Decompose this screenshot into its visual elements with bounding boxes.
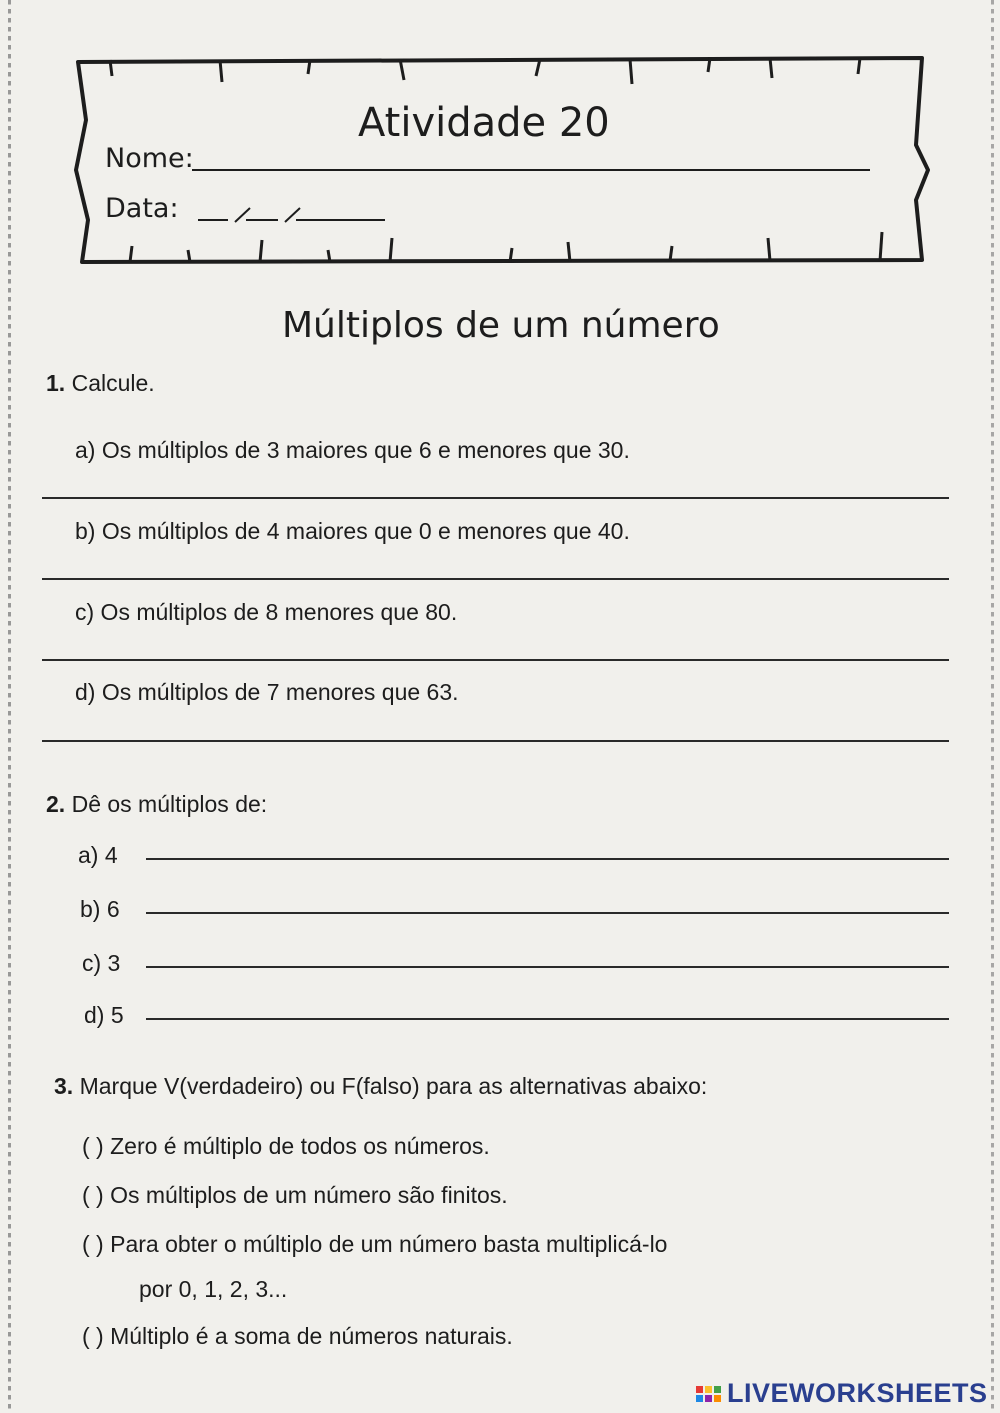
question-1-number: 1. — [46, 370, 66, 396]
logo-square — [696, 1395, 703, 1402]
logo-square — [714, 1395, 721, 1402]
date-label: Data: — [105, 193, 179, 224]
q1-answer-line-d[interactable] — [42, 740, 949, 742]
logo-square — [696, 1386, 703, 1393]
q1-answer-line-a[interactable] — [42, 497, 949, 499]
liveworksheets-logo — [696, 1378, 988, 1409]
q2-item-b: b) 6 — [80, 896, 120, 922]
q1-item-a: a) Os múltiplos de 3 maiores que 6 e menores que 30. — [75, 437, 630, 463]
q3-item-4[interactable]: ( ) Múltiplo é a soma de números naturais. — [82, 1323, 513, 1349]
q3-item-3[interactable]: ( ) Para obter o múltiplo de um número basta multiplicá-lo — [82, 1231, 668, 1257]
question-2-number: 2. — [46, 791, 66, 817]
question-1-text: Calcule. — [71, 370, 155, 396]
activity-title: Atividade 20 — [358, 100, 610, 146]
q3-item-3-continuation: por 0, 1, 2, 3... — [139, 1276, 288, 1302]
q2-answer-line-d[interactable] — [146, 1018, 949, 1020]
logo-square — [705, 1395, 712, 1402]
question-2-title — [46, 791, 267, 818]
q1-item-d: d) Os múltiplos de 7 menores que 63. — [75, 679, 459, 705]
question-3-text: Marque V(verdadeiro) ou F(falso) para as alternativas abaixo: — [79, 1073, 708, 1099]
q2-answer-line-c[interactable] — [146, 966, 949, 968]
perforation-left — [8, 0, 11, 1413]
logo-square — [714, 1386, 721, 1393]
q2-item-d: d) 5 — [84, 1002, 124, 1028]
q2-answer-line-b[interactable] — [146, 912, 949, 914]
q2-item-a: a) 4 — [78, 842, 118, 868]
question-2-text: Dê os múltiplos de: — [71, 791, 268, 817]
question-3-number: 3. — [54, 1073, 74, 1099]
question-1-title — [46, 370, 155, 397]
header-frame-drawing — [70, 50, 930, 270]
q1-item-b: b) Os múltiplos de 4 maiores que 0 e menores que 40. — [75, 518, 630, 544]
q1-answer-line-b[interactable] — [42, 578, 949, 580]
q3-item-1[interactable]: ( ) Zero é múltiplo de todos os números. — [82, 1133, 490, 1159]
q1-item-c: c) Os múltiplos de 8 menores que 80. — [75, 599, 458, 625]
perforation-right — [991, 0, 994, 1413]
q3-item-2[interactable]: ( ) Os múltiplos de um número são finitos. — [82, 1182, 508, 1208]
liveworksheets-logo-icon — [696, 1386, 721, 1402]
logo-square — [705, 1386, 712, 1393]
worksheet-title: Múltiplos de um número — [282, 305, 720, 346]
q2-item-c: c) 3 — [82, 950, 121, 976]
q1-answer-line-c[interactable] — [42, 659, 949, 661]
q2-answer-line-a[interactable] — [146, 858, 949, 860]
name-label: Nome: — [105, 143, 194, 174]
question-3-title — [54, 1073, 707, 1100]
liveworksheets-logo-text: LIVEWORKSHEETS — [727, 1378, 988, 1408]
header-frame — [70, 50, 930, 270]
